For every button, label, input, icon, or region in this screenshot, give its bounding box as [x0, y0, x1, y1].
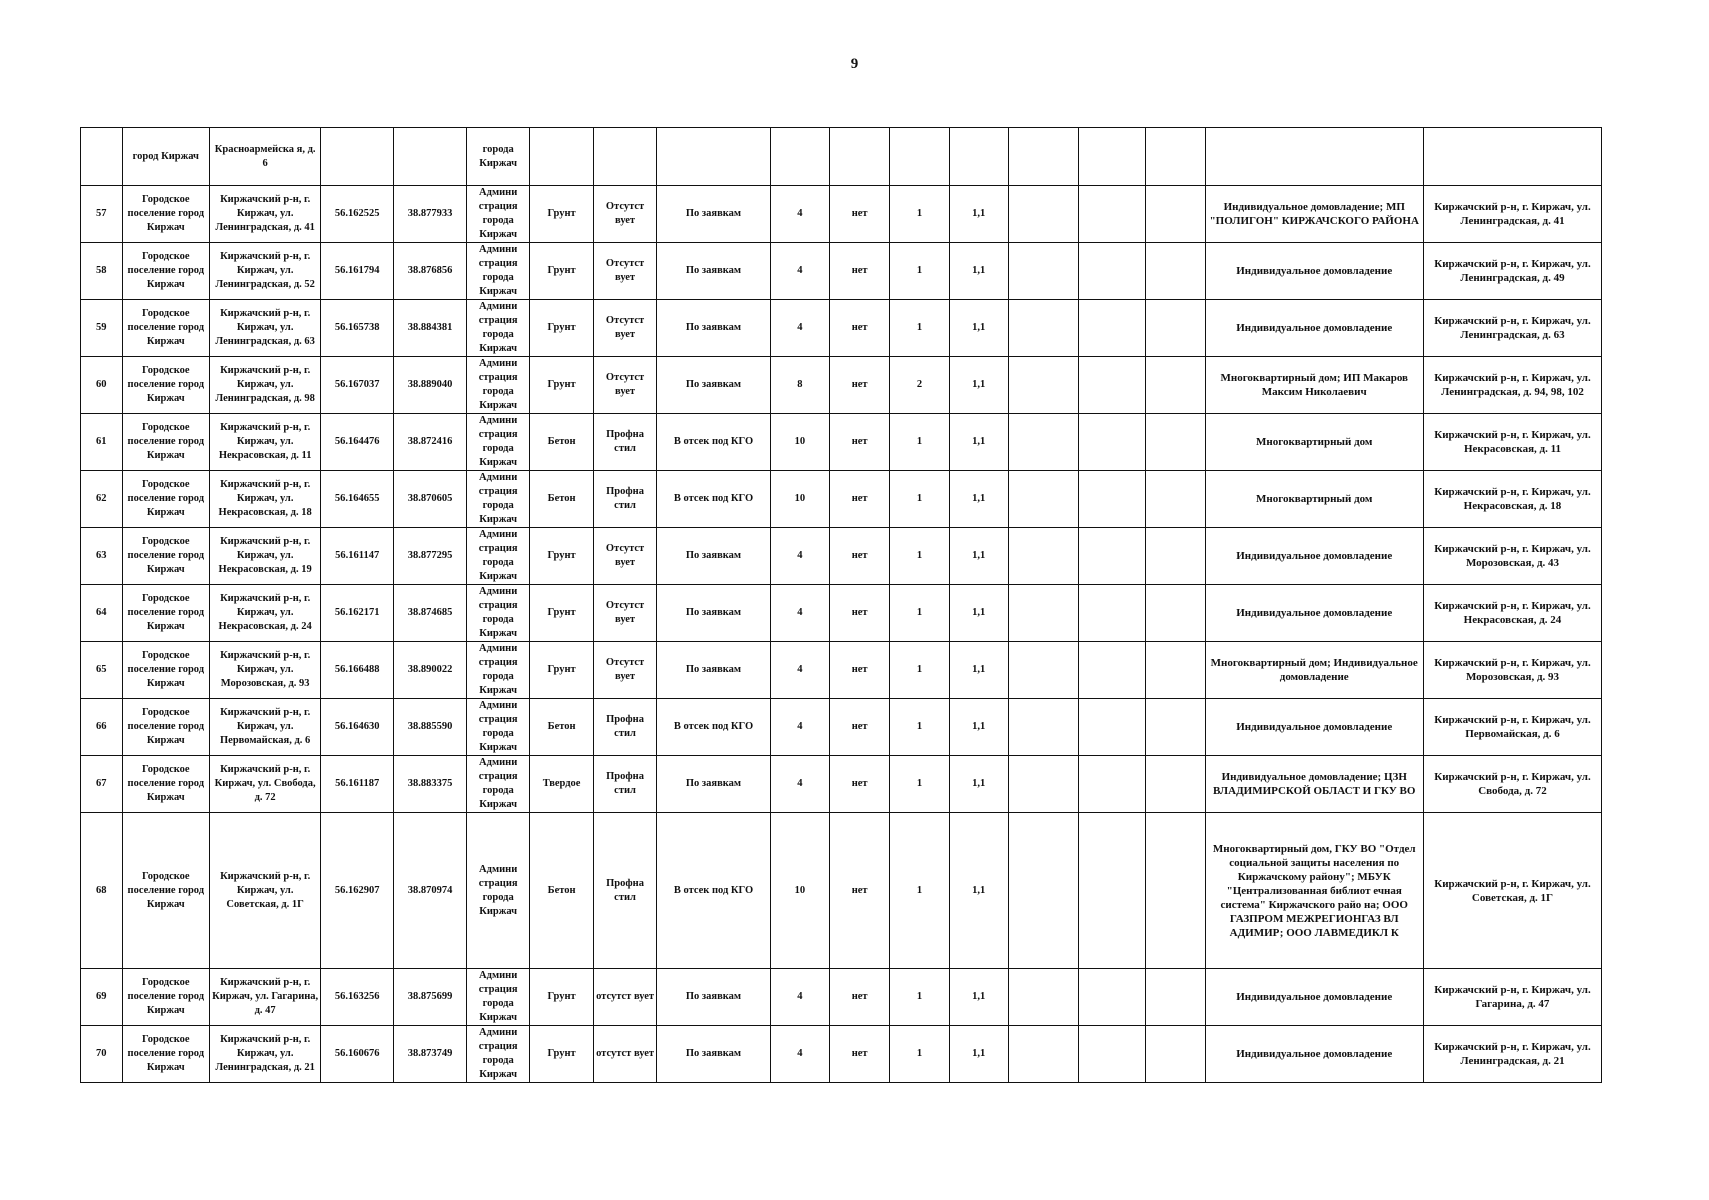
cell-empty	[1008, 969, 1078, 1026]
cell-source-address: Киржачский р-н, г. Киржач, ул. Некрасовская, д. 11	[1423, 414, 1601, 471]
cell-sep: нет	[829, 642, 889, 699]
cell-empty	[1146, 699, 1205, 756]
cell-source-address: Киржачский р-н, г. Киржач, ул. Свобода, д. 72	[1423, 756, 1601, 813]
cell-sep: нет	[829, 756, 889, 813]
cell-count: 4	[770, 1026, 829, 1083]
cell-vol: 1,1	[949, 186, 1008, 243]
cell-count: 4	[770, 300, 829, 357]
cell-owner: Админи страция города Киржач	[466, 756, 529, 813]
table-row	[81, 414, 1602, 471]
cell-lat: 56.167037	[321, 357, 394, 414]
cell-count: 4	[770, 186, 829, 243]
cell-owner: города Киржач	[466, 128, 529, 186]
cell-sep: нет	[829, 414, 889, 471]
cell-address: Киржачский р-н, г. Киржач, ул. Ленинградская, д. 52	[209, 243, 320, 300]
cell-source: Многоквартирный дом; Индивидуальное домовладение	[1205, 642, 1423, 699]
cell-qty	[890, 128, 949, 186]
cell-lon	[394, 128, 467, 186]
cell-address: Киржачский р-н, г. Киржач, ул. Ленинградская, д. 41	[209, 186, 320, 243]
cell-schedule: По заявкам	[657, 756, 770, 813]
cell-source-address: Киржачский р-н, г. Киржач, ул. Ленинградская, д. 94, 98, 102	[1423, 357, 1601, 414]
cell-address: Киржачский р-н, г. Киржач, ул. Советская, д. 1Г	[209, 813, 320, 969]
cell-empty	[1146, 642, 1205, 699]
cell-owner: Админи страция города Киржач	[466, 471, 529, 528]
cell-count: 10	[770, 813, 829, 969]
cell-empty	[1008, 756, 1078, 813]
cell-num: 69	[81, 969, 123, 1026]
cell-settlement: Городское поселение город Киржач	[122, 357, 209, 414]
cell-source: Индивидуальное домовладение	[1205, 243, 1423, 300]
cell-surface: Грунт	[530, 642, 593, 699]
cell-owner: Админи страция города Киржач	[466, 969, 529, 1026]
cell-surface: Грунт	[530, 357, 593, 414]
cell-empty	[1078, 186, 1146, 243]
cell-vol: 1,1	[949, 1026, 1008, 1083]
cell-empty	[1146, 300, 1205, 357]
table-row	[81, 300, 1602, 357]
cell-empty	[1008, 186, 1078, 243]
cell-empty	[1078, 128, 1146, 186]
cell-schedule: По заявкам	[657, 585, 770, 642]
cell-num: 64	[81, 585, 123, 642]
cell-fence: Отсутст вует	[593, 642, 656, 699]
cell-address: Киржачский р-н, г. Киржач, ул. Морозовская, д. 93	[209, 642, 320, 699]
cell-sep: нет	[829, 186, 889, 243]
cell-empty	[1008, 128, 1078, 186]
cell-fence: Профна стил	[593, 414, 656, 471]
cell-source: Индивидуальное домовладение	[1205, 528, 1423, 585]
cell-num: 67	[81, 756, 123, 813]
cell-empty	[1078, 471, 1146, 528]
cell-fence: Профна стил	[593, 813, 656, 969]
cell-fence: Профна стил	[593, 471, 656, 528]
cell-empty	[1078, 813, 1146, 969]
cell-empty	[1008, 300, 1078, 357]
cell-surface: Грунт	[530, 1026, 593, 1083]
cell-lon: 38.872416	[394, 414, 467, 471]
cell-surface	[530, 128, 593, 186]
cell-schedule: В отсек под КГО	[657, 471, 770, 528]
cell-vol: 1,1	[949, 300, 1008, 357]
cell-qty: 1	[890, 813, 949, 969]
cell-schedule: По заявкам	[657, 1026, 770, 1083]
cell-settlement: Городское поселение город Киржач	[122, 471, 209, 528]
cell-qty: 1	[890, 186, 949, 243]
cell-empty	[1146, 243, 1205, 300]
cell-empty	[1146, 969, 1205, 1026]
cell-qty: 1	[890, 414, 949, 471]
cell-count: 4	[770, 585, 829, 642]
cell-schedule: В отсек под КГО	[657, 414, 770, 471]
cell-source: Многоквартирный дом	[1205, 471, 1423, 528]
cell-num: 61	[81, 414, 123, 471]
cell-empty	[1146, 357, 1205, 414]
cell-settlement: Городское поселение город Киржач	[122, 1026, 209, 1083]
cell-surface: Грунт	[530, 300, 593, 357]
cell-qty: 2	[890, 357, 949, 414]
cell-address: Киржачский р-н, г. Киржач, ул. Первомайская, д. 6	[209, 699, 320, 756]
cell-lon: 38.877295	[394, 528, 467, 585]
cell-vol	[949, 128, 1008, 186]
cell-surface: Грунт	[530, 585, 593, 642]
cell-qty: 1	[890, 699, 949, 756]
cell-settlement: Городское поселение город Киржач	[122, 300, 209, 357]
cell-schedule: По заявкам	[657, 642, 770, 699]
cell-sep: нет	[829, 1026, 889, 1083]
cell-empty	[1078, 414, 1146, 471]
cell-sep: нет	[829, 585, 889, 642]
cell-source: Индивидуальное домовладение	[1205, 585, 1423, 642]
cell-vol: 1,1	[949, 243, 1008, 300]
cell-owner: Админи страция города Киржач	[466, 642, 529, 699]
cell-count: 10	[770, 414, 829, 471]
cell-source: Индивидуальное домовладение; ЦЗН ВЛАДИМИРСКОЙ ОБЛАСТ И ГКУ ВО	[1205, 756, 1423, 813]
cell-vol: 1,1	[949, 756, 1008, 813]
cell-lat: 56.166488	[321, 642, 394, 699]
cell-fence: отсутст вует	[593, 1026, 656, 1083]
cell-lat: 56.162907	[321, 813, 394, 969]
cell-source-address: Киржачский р-н, г. Киржач, ул. Ленинградская, д. 63	[1423, 300, 1601, 357]
cell-qty: 1	[890, 1026, 949, 1083]
cell-vol: 1,1	[949, 642, 1008, 699]
cell-fence: Отсутст вует	[593, 243, 656, 300]
cell-surface: Грунт	[530, 243, 593, 300]
cell-owner: Админи страция города Киржач	[466, 243, 529, 300]
cell-settlement: Городское поселение город Киржач	[122, 414, 209, 471]
cell-settlement: Городское поселение город Киржач	[122, 756, 209, 813]
cell-owner: Админи страция города Киржач	[466, 1026, 529, 1083]
cell-surface: Бетон	[530, 813, 593, 969]
table-row	[81, 1026, 1602, 1083]
cell-schedule: По заявкам	[657, 243, 770, 300]
cell-source: Многоквартирный дом; ИП Макаров Максим Николаевич	[1205, 357, 1423, 414]
cell-vol: 1,1	[949, 357, 1008, 414]
cell-lat: 56.164655	[321, 471, 394, 528]
cell-fence	[593, 128, 656, 186]
cell-source-address: Киржачский р-н, г. Киржач, ул. Ленинградская, д. 21	[1423, 1026, 1601, 1083]
cell-num: 68	[81, 813, 123, 969]
cell-owner: Админи страция города Киржач	[466, 528, 529, 585]
cell-fence: Отсутст вует	[593, 528, 656, 585]
cell-fence: Отсутст вует	[593, 186, 656, 243]
cell-source-address: Киржачский р-н, г. Киржач, ул. Советская, д. 1Г	[1423, 813, 1601, 969]
cell-lon: 38.870605	[394, 471, 467, 528]
cell-empty	[1008, 471, 1078, 528]
cell-fence: Профна стил	[593, 756, 656, 813]
cell-lon: 38.876856	[394, 243, 467, 300]
cell-settlement: Городское поселение город Киржач	[122, 642, 209, 699]
cell-empty	[1008, 699, 1078, 756]
cell-empty	[1078, 357, 1146, 414]
cell-num: 63	[81, 528, 123, 585]
cell-source: Индивидуальное домовладение	[1205, 969, 1423, 1026]
table-row	[81, 243, 1602, 300]
cell-lon: 38.873749	[394, 1026, 467, 1083]
cell-lon: 38.870974	[394, 813, 467, 969]
cell-address: Красноармейска я, д. 6	[209, 128, 320, 186]
cell-qty: 1	[890, 528, 949, 585]
table-row	[81, 357, 1602, 414]
cell-settlement: Городское поселение город Киржач	[122, 186, 209, 243]
cell-empty	[1146, 813, 1205, 969]
cell-schedule: По заявкам	[657, 528, 770, 585]
cell-num: 66	[81, 699, 123, 756]
cell-empty	[1078, 528, 1146, 585]
cell-surface: Грунт	[530, 969, 593, 1026]
cell-count: 4	[770, 642, 829, 699]
cell-empty	[1078, 1026, 1146, 1083]
cell-num: 60	[81, 357, 123, 414]
cell-schedule	[657, 128, 770, 186]
cell-empty	[1146, 414, 1205, 471]
cell-lat: 56.161147	[321, 528, 394, 585]
cell-count: 8	[770, 357, 829, 414]
cell-qty: 1	[890, 300, 949, 357]
cell-fence: Отсутст вует	[593, 300, 656, 357]
cell-num: 65	[81, 642, 123, 699]
cell-sep: нет	[829, 300, 889, 357]
cell-owner: Админи страция города Киржач	[466, 186, 529, 243]
cell-count: 4	[770, 969, 829, 1026]
cell-empty	[1078, 969, 1146, 1026]
cell-source-address: Киржачский р-н, г. Киржач, ул. Ленинградская, д. 49	[1423, 243, 1601, 300]
table-row	[81, 813, 1602, 969]
cell-address: Киржачский р-н, г. Киржач, ул. Некрасовская, д. 18	[209, 471, 320, 528]
cell-empty	[1146, 756, 1205, 813]
cell-sep: нет	[829, 471, 889, 528]
cell-vol: 1,1	[949, 813, 1008, 969]
cell-lat: 56.162171	[321, 585, 394, 642]
cell-num: 58	[81, 243, 123, 300]
cell-source-address: Киржачский р-н, г. Киржач, ул. Гагарина, д. 47	[1423, 969, 1601, 1026]
cell-sep: нет	[829, 528, 889, 585]
cell-settlement: Городское поселение город Киржач	[122, 969, 209, 1026]
cell-empty	[1078, 756, 1146, 813]
page-number: 9	[850, 56, 859, 72]
cell-source-address: Киржачский р-н, г. Киржач, ул. Морозовская, д. 93	[1423, 642, 1601, 699]
table-row	[81, 699, 1602, 756]
cell-lat	[321, 128, 394, 186]
cell-vol: 1,1	[949, 528, 1008, 585]
cell-lon: 38.885590	[394, 699, 467, 756]
cell-sep: нет	[829, 969, 889, 1026]
cell-sep: нет	[829, 243, 889, 300]
cell-settlement: Городское поселение город Киржач	[122, 699, 209, 756]
table-row	[81, 471, 1602, 528]
cell-owner: Админи страция города Киржач	[466, 414, 529, 471]
cell-lon: 38.877933	[394, 186, 467, 243]
cell-schedule: По заявкам	[657, 969, 770, 1026]
cell-source-address: Киржачский р-н, г. Киржач, ул. Первомайская, д. 6	[1423, 699, 1601, 756]
cell-empty	[1078, 300, 1146, 357]
cell-vol: 1,1	[949, 969, 1008, 1026]
cell-lat: 56.160676	[321, 1026, 394, 1083]
cell-vol: 1,1	[949, 414, 1008, 471]
cell-empty	[1008, 642, 1078, 699]
cell-sep: нет	[829, 699, 889, 756]
cell-qty: 1	[890, 969, 949, 1026]
table-row	[81, 642, 1602, 699]
cell-source: Многоквартирный дом	[1205, 414, 1423, 471]
cell-schedule: По заявкам	[657, 186, 770, 243]
cell-owner: Админи страция города Киржач	[466, 699, 529, 756]
cell-qty: 1	[890, 243, 949, 300]
cell-owner: Админи страция города Киржач	[466, 585, 529, 642]
cell-surface: Твердое	[530, 756, 593, 813]
cell-empty	[1008, 414, 1078, 471]
table-row	[81, 756, 1602, 813]
cell-count: 4	[770, 699, 829, 756]
cell-fence: Отсутст вует	[593, 357, 656, 414]
cell-empty	[1078, 699, 1146, 756]
registry-table-container	[80, 127, 1602, 1083]
cell-address: Киржачский р-н, г. Киржач, ул. Гагарина, д. 47	[209, 969, 320, 1026]
cell-lat: 56.161794	[321, 243, 394, 300]
cell-qty: 1	[890, 585, 949, 642]
cell-sep: нет	[829, 813, 889, 969]
cell-sep: нет	[829, 357, 889, 414]
cell-vol: 1,1	[949, 585, 1008, 642]
cell-lat: 56.164476	[321, 414, 394, 471]
cell-vol: 1,1	[949, 699, 1008, 756]
cell-fence: отсутст вует	[593, 969, 656, 1026]
cell-count	[770, 128, 829, 186]
cell-empty	[1008, 357, 1078, 414]
cell-address: Киржачский р-н, г. Киржач, ул. Некрасовская, д. 19	[209, 528, 320, 585]
cell-settlement: Городское поселение город Киржач	[122, 813, 209, 969]
cell-lon: 38.874685	[394, 585, 467, 642]
cell-vol: 1,1	[949, 471, 1008, 528]
cell-lat: 56.163256	[321, 969, 394, 1026]
cell-source-address: Киржачский р-н, г. Киржач, ул. Некрасовская, д. 18	[1423, 471, 1601, 528]
cell-surface: Бетон	[530, 471, 593, 528]
cell-lon: 38.889040	[394, 357, 467, 414]
cell-count: 4	[770, 756, 829, 813]
cell-qty: 1	[890, 756, 949, 813]
cell-empty	[1146, 471, 1205, 528]
waste-sites-table	[80, 127, 1602, 1083]
cell-owner: Админи страция города Киржач	[466, 357, 529, 414]
cell-source-address: Киржачский р-н, г. Киржач, ул. Некрасовская, д. 24	[1423, 585, 1601, 642]
cell-fence: Отсутст вует	[593, 585, 656, 642]
cell-schedule: В отсек под КГО	[657, 699, 770, 756]
cell-surface: Грунт	[530, 528, 593, 585]
cell-address: Киржачский р-н, г. Киржач, ул. Ленинградская, д. 21	[209, 1026, 320, 1083]
cell-source-address: Киржачский р-н, г. Киржач, ул. Морозовская, д. 43	[1423, 528, 1601, 585]
cell-sep	[829, 128, 889, 186]
cell-source: Индивидуальное домовладение; МП "ПОЛИГОН" КИРЖАЧСКОГО РАЙОНА	[1205, 186, 1423, 243]
cell-lon: 38.875699	[394, 969, 467, 1026]
cell-lon: 38.890022	[394, 642, 467, 699]
cell-address: Киржачский р-н, г. Киржач, ул. Ленинградская, д. 98	[209, 357, 320, 414]
cell-surface: Грунт	[530, 186, 593, 243]
cell-fence: Профна стил	[593, 699, 656, 756]
cell-address: Киржачский р-н, г. Киржач, ул. Некрасовская, д. 24	[209, 585, 320, 642]
cell-num: 57	[81, 186, 123, 243]
table-row	[81, 585, 1602, 642]
cell-empty	[1008, 585, 1078, 642]
cell-empty	[1146, 585, 1205, 642]
cell-source: Индивидуальное домовладение	[1205, 300, 1423, 357]
cell-settlement: город Киржач	[122, 128, 209, 186]
cell-source: Многоквартирный дом, ГКУ ВО "Отдел социальной защиты населения по Киржачскому району"; МБУК "Централизованная библиот ечная система" Киржачского райо на; ООО ГАЗПРОМ МЕЖРЕГИОНГАЗ ВЛ АДИМИР; ООО ЛАВМЕДИКЛ К	[1205, 813, 1423, 969]
cell-address: Киржачский р-н, г. Киржач, ул. Ленинградская, д. 63	[209, 300, 320, 357]
cell-empty	[1146, 528, 1205, 585]
cell-source-address	[1423, 128, 1601, 186]
cell-empty	[1146, 186, 1205, 243]
cell-schedule: В отсек под КГО	[657, 813, 770, 969]
cell-num	[81, 128, 123, 186]
cell-schedule: По заявкам	[657, 300, 770, 357]
cell-source-address: Киржачский р-н, г. Киржач, ул. Ленинградская, д. 41	[1423, 186, 1601, 243]
cell-lat: 56.164630	[321, 699, 394, 756]
cell-count: 10	[770, 471, 829, 528]
cell-source	[1205, 128, 1423, 186]
cell-lon: 38.884381	[394, 300, 467, 357]
cell-qty: 1	[890, 471, 949, 528]
cell-surface: Бетон	[530, 414, 593, 471]
cell-lat: 56.162525	[321, 186, 394, 243]
cell-empty	[1078, 585, 1146, 642]
cell-empty	[1008, 528, 1078, 585]
cell-address: Киржачский р-н, г. Киржач, ул. Свобода, д. 72	[209, 756, 320, 813]
cell-empty	[1078, 642, 1146, 699]
cell-settlement: Городское поселение город Киржач	[122, 528, 209, 585]
cell-empty	[1146, 1026, 1205, 1083]
cell-empty	[1008, 1026, 1078, 1083]
table-row	[81, 528, 1602, 585]
table-row-continued	[81, 128, 1602, 186]
cell-empty	[1078, 243, 1146, 300]
cell-num: 70	[81, 1026, 123, 1083]
cell-count: 4	[770, 243, 829, 300]
cell-num: 62	[81, 471, 123, 528]
cell-settlement: Городское поселение город Киржач	[122, 585, 209, 642]
cell-settlement: Городское поселение город Киржач	[122, 243, 209, 300]
cell-empty	[1008, 243, 1078, 300]
cell-empty	[1008, 813, 1078, 969]
table-row	[81, 186, 1602, 243]
cell-source: Индивидуальное домовладение	[1205, 699, 1423, 756]
cell-owner: Админи страция города Киржач	[466, 813, 529, 969]
cell-lat: 56.165738	[321, 300, 394, 357]
cell-num: 59	[81, 300, 123, 357]
table-row	[81, 969, 1602, 1026]
cell-qty: 1	[890, 642, 949, 699]
cell-count: 4	[770, 528, 829, 585]
cell-lon: 38.883375	[394, 756, 467, 813]
cell-surface: Бетон	[530, 699, 593, 756]
cell-lat: 56.161187	[321, 756, 394, 813]
cell-owner: Админи страция города Киржач	[466, 300, 529, 357]
cell-empty	[1146, 128, 1205, 186]
cell-schedule: По заявкам	[657, 357, 770, 414]
cell-source: Индивидуальное домовладение	[1205, 1026, 1423, 1083]
cell-address: Киржачский р-н, г. Киржач, ул. Некрасовская, д. 11	[209, 414, 320, 471]
